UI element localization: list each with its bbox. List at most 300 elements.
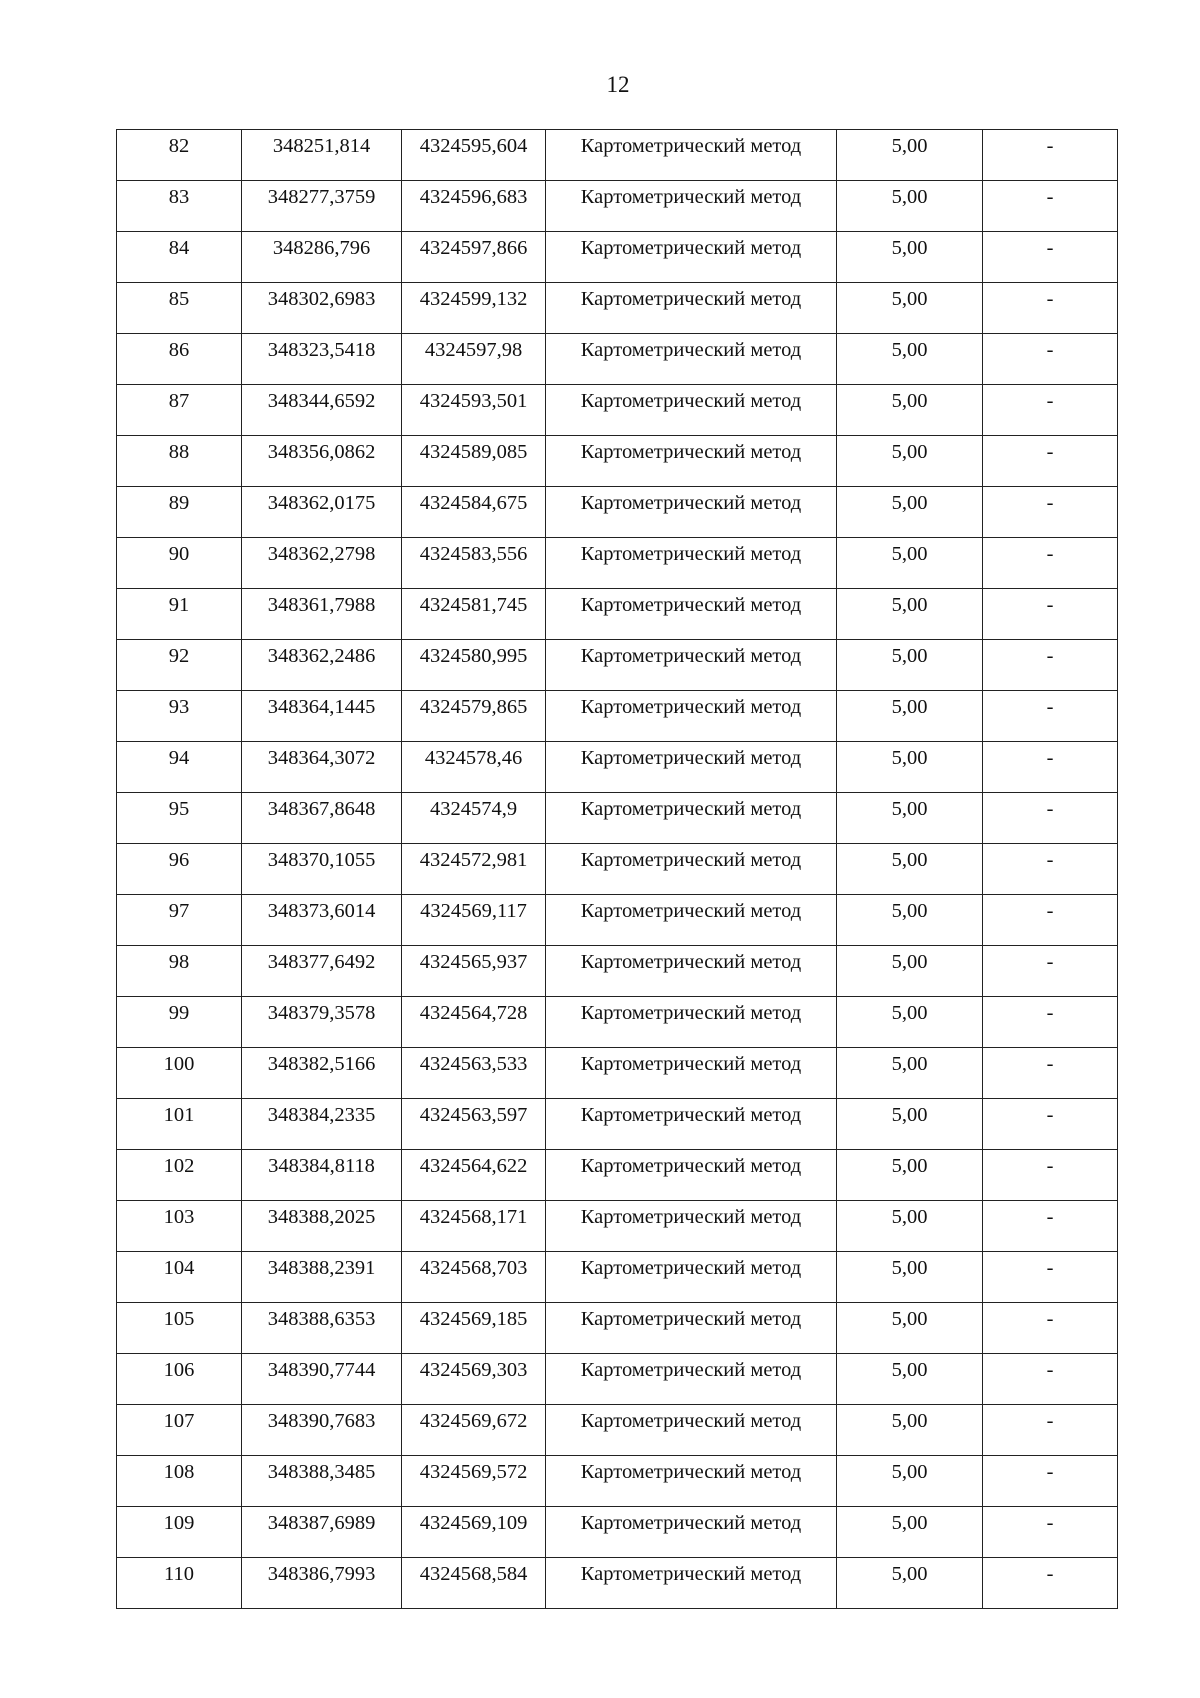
y-coordinate-cell-text: 4324574,9 <box>429 798 518 820</box>
y-coordinate-cell-text: 4324569,117 <box>420 900 527 922</box>
x-coordinate-cell <box>242 1456 402 1507</box>
y-coordinate-cell-text: 4324599,132 <box>419 288 528 310</box>
x-coordinate-cell-text: 348377,6492 <box>267 951 376 973</box>
table-row <box>117 1252 1118 1303</box>
note-cell-text: - <box>1046 849 1054 871</box>
point-number-cell-text: 104 <box>163 1257 195 1279</box>
method-cell-text: Картометрический метод <box>580 1002 802 1024</box>
point-number-cell-text: 102 <box>163 1155 195 1177</box>
point-number-cell <box>117 691 242 742</box>
y-coordinate-cell <box>402 538 546 589</box>
y-coordinate-cell-text: 4324583,556 <box>419 543 528 565</box>
point-number-cell <box>117 1405 242 1456</box>
y-coordinate-cell <box>402 1048 546 1099</box>
accuracy-cell-text: 5,00 <box>891 1461 928 1483</box>
note-cell <box>983 1252 1118 1303</box>
accuracy-cell <box>837 844 983 895</box>
x-coordinate-cell <box>242 1303 402 1354</box>
note-cell-text: - <box>1046 645 1054 667</box>
x-coordinate-cell-text: 348382,5166 <box>267 1053 376 1075</box>
x-coordinate-cell <box>242 334 402 385</box>
method-cell <box>546 1354 837 1405</box>
point-number-cell <box>117 334 242 385</box>
point-number-cell-text: 99 <box>168 1002 190 1024</box>
x-coordinate-cell <box>242 895 402 946</box>
x-coordinate-cell <box>242 997 402 1048</box>
point-number-cell-text: 92 <box>168 645 190 667</box>
note-cell <box>983 181 1118 232</box>
accuracy-cell <box>837 1252 983 1303</box>
note-cell-text: - <box>1046 1359 1054 1381</box>
x-coordinate-cell-text: 348364,3072 <box>267 747 376 769</box>
y-coordinate-cell-text: 4324578,46 <box>424 747 523 769</box>
point-number-cell-text: 86 <box>168 339 190 361</box>
accuracy-cell <box>837 385 983 436</box>
note-cell <box>983 946 1118 997</box>
x-coordinate-cell-text: 348251,814 <box>272 135 371 157</box>
x-coordinate-cell <box>242 640 402 691</box>
y-coordinate-cell-text: 4324563,533 <box>419 1053 528 1075</box>
note-cell <box>983 1048 1118 1099</box>
accuracy-cell <box>837 487 983 538</box>
point-number-cell <box>117 1558 242 1609</box>
note-cell-text: - <box>1046 1563 1054 1585</box>
method-cell <box>546 691 837 742</box>
note-cell-text: - <box>1046 696 1054 718</box>
method-cell-text: Картометрический метод <box>580 543 802 565</box>
method-cell-text: Картометрический метод <box>580 390 802 412</box>
accuracy-cell <box>837 895 983 946</box>
note-cell-text: - <box>1046 1104 1054 1126</box>
accuracy-cell-text: 5,00 <box>891 1104 928 1126</box>
point-number-cell-text: 88 <box>168 441 190 463</box>
accuracy-cell <box>837 1099 983 1150</box>
y-coordinate-cell-text: 4324589,085 <box>419 441 528 463</box>
note-cell-text: - <box>1046 798 1054 820</box>
point-number-cell-text: 94 <box>168 747 190 769</box>
point-number-cell <box>117 436 242 487</box>
method-cell-text: Картометрический метод <box>580 492 802 514</box>
x-coordinate-cell-text: 348373,6014 <box>267 900 376 922</box>
accuracy-cell-text: 5,00 <box>891 696 928 718</box>
note-cell-text: - <box>1046 1512 1054 1534</box>
x-coordinate-cell-text: 348277,3759 <box>267 186 376 208</box>
table-row <box>117 742 1118 793</box>
table-row <box>117 1507 1118 1558</box>
note-cell <box>983 538 1118 589</box>
accuracy-cell <box>837 1405 983 1456</box>
note-cell <box>983 742 1118 793</box>
point-number-cell <box>117 1150 242 1201</box>
x-coordinate-cell <box>242 385 402 436</box>
accuracy-cell-text: 5,00 <box>891 1257 928 1279</box>
x-coordinate-cell-text: 348286,796 <box>272 237 371 259</box>
accuracy-cell-text: 5,00 <box>891 1512 928 1534</box>
y-coordinate-cell-text: 4324579,865 <box>419 696 528 718</box>
y-coordinate-cell <box>402 385 546 436</box>
accuracy-cell-text: 5,00 <box>891 390 928 412</box>
y-coordinate-cell <box>402 1456 546 1507</box>
table-row <box>117 436 1118 487</box>
method-cell-text: Картометрический метод <box>580 1053 802 1075</box>
note-cell <box>983 436 1118 487</box>
accuracy-cell <box>837 742 983 793</box>
point-number-cell <box>117 1507 242 1558</box>
table-row <box>117 232 1118 283</box>
table-row <box>117 1150 1118 1201</box>
table-row <box>117 844 1118 895</box>
y-coordinate-cell <box>402 1252 546 1303</box>
method-cell <box>546 1252 837 1303</box>
y-coordinate-cell <box>402 640 546 691</box>
method-cell-text: Картометрический метод <box>580 1512 802 1534</box>
accuracy-cell <box>837 691 983 742</box>
point-number-cell-text: 106 <box>163 1359 195 1381</box>
point-number-cell <box>117 640 242 691</box>
y-coordinate-cell <box>402 436 546 487</box>
method-cell <box>546 1048 837 1099</box>
point-number-cell-text: 100 <box>163 1053 195 1075</box>
x-coordinate-cell <box>242 487 402 538</box>
coordinates-table <box>116 129 1118 1609</box>
method-cell <box>546 793 837 844</box>
method-cell <box>546 1099 837 1150</box>
method-cell-text: Картометрический метод <box>580 900 802 922</box>
method-cell-text: Картометрический метод <box>580 1563 802 1585</box>
table-row <box>117 946 1118 997</box>
point-number-cell-text: 105 <box>163 1308 195 1330</box>
note-cell <box>983 385 1118 436</box>
table-row <box>117 1354 1118 1405</box>
table-row <box>117 793 1118 844</box>
x-coordinate-cell-text: 348344,6592 <box>267 390 376 412</box>
point-number-cell <box>117 181 242 232</box>
y-coordinate-cell-text: 4324563,597 <box>419 1104 528 1126</box>
method-cell-text: Картометрический метод <box>580 339 802 361</box>
x-coordinate-cell-text: 348388,2025 <box>267 1206 376 1228</box>
method-cell <box>546 1303 837 1354</box>
y-coordinate-cell <box>402 1354 546 1405</box>
accuracy-cell-text: 5,00 <box>891 1563 928 1585</box>
x-coordinate-cell <box>242 1507 402 1558</box>
table-row <box>117 181 1118 232</box>
method-cell-text: Картометрический метод <box>580 135 802 157</box>
accuracy-cell <box>837 538 983 589</box>
accuracy-cell <box>837 436 983 487</box>
method-cell-text: Картометрический метод <box>580 849 802 871</box>
method-cell <box>546 1507 837 1558</box>
note-cell <box>983 283 1118 334</box>
accuracy-cell-text: 5,00 <box>891 1155 928 1177</box>
x-coordinate-cell-text: 348379,3578 <box>267 1002 376 1024</box>
note-cell-text: - <box>1046 1461 1054 1483</box>
method-cell <box>546 997 837 1048</box>
coordinates-table-body <box>117 130 1118 1609</box>
table-row <box>117 283 1118 334</box>
note-cell <box>983 1354 1118 1405</box>
x-coordinate-cell-text: 348356,0862 <box>267 441 376 463</box>
note-cell <box>983 640 1118 691</box>
method-cell <box>546 640 837 691</box>
table-row <box>117 1099 1118 1150</box>
y-coordinate-cell <box>402 997 546 1048</box>
method-cell <box>546 181 837 232</box>
x-coordinate-cell-text: 348362,2798 <box>267 543 376 565</box>
accuracy-cell-text: 5,00 <box>891 1206 928 1228</box>
y-coordinate-cell <box>402 334 546 385</box>
point-number-cell <box>117 1048 242 1099</box>
x-coordinate-cell <box>242 742 402 793</box>
method-cell <box>546 742 837 793</box>
y-coordinate-cell-text: 4324597,866 <box>419 237 528 259</box>
y-coordinate-cell-text: 4324568,584 <box>419 1563 528 1585</box>
note-cell <box>983 334 1118 385</box>
table-row <box>117 487 1118 538</box>
table-row <box>117 1456 1118 1507</box>
y-coordinate-cell <box>402 283 546 334</box>
x-coordinate-cell-text: 348384,8118 <box>268 1155 375 1177</box>
accuracy-cell <box>837 640 983 691</box>
x-coordinate-cell-text: 348362,2486 <box>267 645 376 667</box>
note-cell <box>983 1456 1118 1507</box>
x-coordinate-cell <box>242 130 402 181</box>
accuracy-cell-text: 5,00 <box>891 900 928 922</box>
point-number-cell-text: 95 <box>168 798 190 820</box>
point-number-cell-text: 89 <box>168 492 190 514</box>
x-coordinate-cell <box>242 1201 402 1252</box>
accuracy-cell-text: 5,00 <box>891 1002 928 1024</box>
method-cell <box>546 1405 837 1456</box>
y-coordinate-cell <box>402 181 546 232</box>
y-coordinate-cell <box>402 691 546 742</box>
y-coordinate-cell <box>402 793 546 844</box>
y-coordinate-cell <box>402 1507 546 1558</box>
point-number-cell <box>117 589 242 640</box>
point-number-cell <box>117 283 242 334</box>
accuracy-cell <box>837 1201 983 1252</box>
y-coordinate-cell <box>402 946 546 997</box>
y-coordinate-cell <box>402 232 546 283</box>
table-row <box>117 334 1118 385</box>
x-coordinate-cell <box>242 1252 402 1303</box>
point-number-cell-text: 109 <box>163 1512 195 1534</box>
note-cell <box>983 793 1118 844</box>
note-cell-text: - <box>1046 747 1054 769</box>
y-coordinate-cell-text: 4324565,937 <box>419 951 528 973</box>
x-coordinate-cell-text: 348386,7993 <box>267 1563 376 1585</box>
method-cell-text: Картометрический метод <box>580 798 802 820</box>
point-number-cell-text: 97 <box>168 900 190 922</box>
method-cell <box>546 1456 837 1507</box>
accuracy-cell-text: 5,00 <box>891 747 928 769</box>
y-coordinate-cell-text: 4324595,604 <box>419 135 528 157</box>
table-row <box>117 1405 1118 1456</box>
accuracy-cell <box>837 181 983 232</box>
note-cell-text: - <box>1046 492 1054 514</box>
note-cell <box>983 997 1118 1048</box>
method-cell-text: Картометрический метод <box>580 1155 802 1177</box>
y-coordinate-cell-text: 4324564,622 <box>419 1155 528 1177</box>
method-cell <box>546 130 837 181</box>
method-cell-text: Картометрический метод <box>580 696 802 718</box>
note-cell <box>983 1507 1118 1558</box>
method-cell-text: Картометрический метод <box>580 645 802 667</box>
accuracy-cell-text: 5,00 <box>891 594 928 616</box>
point-number-cell-text: 103 <box>163 1206 195 1228</box>
point-number-cell-text: 107 <box>163 1410 195 1432</box>
accuracy-cell <box>837 1303 983 1354</box>
point-number-cell <box>117 1099 242 1150</box>
x-coordinate-cell-text: 348323,5418 <box>267 339 376 361</box>
y-coordinate-cell-text: 4324572,981 <box>419 849 528 871</box>
point-number-cell-text: 96 <box>168 849 190 871</box>
method-cell-text: Картометрический метод <box>580 237 802 259</box>
method-cell-text: Картометрический метод <box>580 1257 802 1279</box>
y-coordinate-cell <box>402 1099 546 1150</box>
accuracy-cell-text: 5,00 <box>891 492 928 514</box>
accuracy-cell <box>837 589 983 640</box>
x-coordinate-cell-text: 348388,2391 <box>267 1257 376 1279</box>
y-coordinate-cell <box>402 1150 546 1201</box>
y-coordinate-cell <box>402 589 546 640</box>
method-cell-text: Картометрический метод <box>580 1206 802 1228</box>
y-coordinate-cell <box>402 1303 546 1354</box>
table-row <box>117 691 1118 742</box>
y-coordinate-cell <box>402 130 546 181</box>
method-cell <box>546 385 837 436</box>
point-number-cell <box>117 793 242 844</box>
note-cell <box>983 1099 1118 1150</box>
note-cell <box>983 1405 1118 1456</box>
y-coordinate-cell-text: 4324568,703 <box>419 1257 528 1279</box>
y-coordinate-cell-text: 4324569,185 <box>419 1308 528 1330</box>
accuracy-cell-text: 5,00 <box>891 1410 928 1432</box>
note-cell <box>983 1201 1118 1252</box>
note-cell-text: - <box>1046 900 1054 922</box>
table-row <box>117 385 1118 436</box>
point-number-cell-text: 101 <box>163 1104 195 1126</box>
y-coordinate-cell <box>402 487 546 538</box>
x-coordinate-cell <box>242 1150 402 1201</box>
point-number-cell-text: 90 <box>168 543 190 565</box>
method-cell <box>546 1201 837 1252</box>
table-row <box>117 130 1118 181</box>
accuracy-cell <box>837 1150 983 1201</box>
accuracy-cell-text: 5,00 <box>891 135 928 157</box>
y-coordinate-cell-text: 4324564,728 <box>419 1002 528 1024</box>
y-coordinate-cell-text: 4324569,572 <box>419 1461 528 1483</box>
accuracy-cell-text: 5,00 <box>891 1308 928 1330</box>
point-number-cell <box>117 742 242 793</box>
point-number-cell-text: 98 <box>168 951 190 973</box>
accuracy-cell <box>837 130 983 181</box>
x-coordinate-cell <box>242 589 402 640</box>
note-cell-text: - <box>1046 237 1054 259</box>
x-coordinate-cell-text: 348390,7744 <box>267 1359 376 1381</box>
note-cell <box>983 691 1118 742</box>
x-coordinate-cell-text: 348384,2335 <box>267 1104 376 1126</box>
note-cell-text: - <box>1046 135 1054 157</box>
note-cell <box>983 130 1118 181</box>
note-cell <box>983 844 1118 895</box>
accuracy-cell <box>837 946 983 997</box>
note-cell-text: - <box>1046 390 1054 412</box>
point-number-cell-text: 87 <box>168 390 190 412</box>
method-cell <box>546 232 837 283</box>
method-cell-text: Картометрический метод <box>580 288 802 310</box>
x-coordinate-cell <box>242 232 402 283</box>
x-coordinate-cell-text: 348367,8648 <box>267 798 376 820</box>
y-coordinate-cell-text: 4324596,683 <box>419 186 528 208</box>
note-cell-text: - <box>1046 543 1054 565</box>
x-coordinate-cell-text: 348388,6353 <box>267 1308 376 1330</box>
y-coordinate-cell <box>402 1558 546 1609</box>
x-coordinate-cell <box>242 691 402 742</box>
method-cell <box>546 844 837 895</box>
point-number-cell <box>117 130 242 181</box>
accuracy-cell <box>837 1354 983 1405</box>
accuracy-cell <box>837 997 983 1048</box>
method-cell <box>546 334 837 385</box>
method-cell <box>546 946 837 997</box>
x-coordinate-cell-text: 348370,1055 <box>267 849 376 871</box>
method-cell-text: Картометрический метод <box>580 1461 802 1483</box>
note-cell-text: - <box>1046 1410 1054 1432</box>
method-cell <box>546 895 837 946</box>
table-row <box>117 1303 1118 1354</box>
accuracy-cell-text: 5,00 <box>891 543 928 565</box>
method-cell-text: Картометрический метод <box>580 1410 802 1432</box>
x-coordinate-cell <box>242 181 402 232</box>
x-coordinate-cell <box>242 1558 402 1609</box>
point-number-cell <box>117 1354 242 1405</box>
note-cell-text: - <box>1046 951 1054 973</box>
x-coordinate-cell <box>242 283 402 334</box>
x-coordinate-cell <box>242 793 402 844</box>
note-cell-text: - <box>1046 594 1054 616</box>
table-row <box>117 538 1118 589</box>
y-coordinate-cell-text: 4324581,745 <box>419 594 528 616</box>
method-cell-text: Картометрический метод <box>580 186 802 208</box>
accuracy-cell-text: 5,00 <box>891 1053 928 1075</box>
note-cell-text: - <box>1046 288 1054 310</box>
y-coordinate-cell-text: 4324569,672 <box>419 1410 528 1432</box>
note-cell-text: - <box>1046 186 1054 208</box>
note-cell <box>983 1150 1118 1201</box>
table-row <box>117 640 1118 691</box>
point-number-cell <box>117 1303 242 1354</box>
x-coordinate-cell <box>242 436 402 487</box>
accuracy-cell-text: 5,00 <box>891 186 928 208</box>
point-number-cell-text: 82 <box>168 135 190 157</box>
accuracy-cell <box>837 283 983 334</box>
method-cell <box>546 538 837 589</box>
note-cell <box>983 589 1118 640</box>
accuracy-cell <box>837 334 983 385</box>
point-number-cell <box>117 1201 242 1252</box>
table-row <box>117 1201 1118 1252</box>
table-row <box>117 997 1118 1048</box>
point-number-cell <box>117 385 242 436</box>
accuracy-cell-text: 5,00 <box>891 1359 928 1381</box>
note-cell-text: - <box>1046 1002 1054 1024</box>
point-number-cell <box>117 1456 242 1507</box>
x-coordinate-cell <box>242 1048 402 1099</box>
y-coordinate-cell-text: 4324584,675 <box>419 492 528 514</box>
accuracy-cell <box>837 1456 983 1507</box>
method-cell-text: Картометрический метод <box>580 951 802 973</box>
y-coordinate-cell-text: 4324569,303 <box>419 1359 528 1381</box>
